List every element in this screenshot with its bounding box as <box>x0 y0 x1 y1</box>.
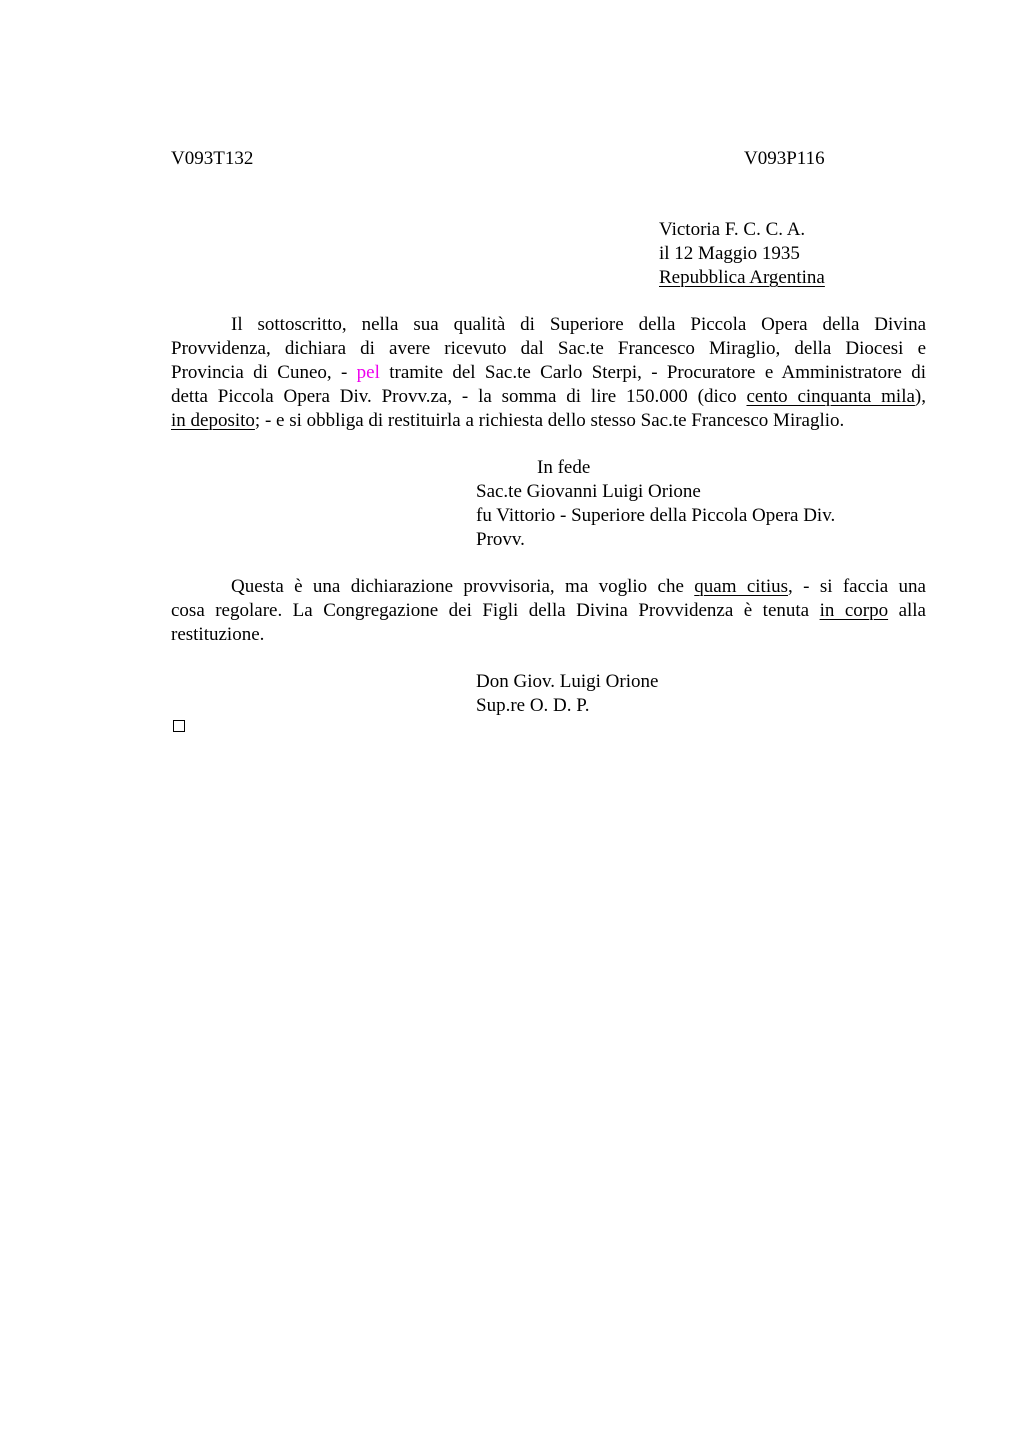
paragraph-text: alla <box>888 600 926 621</box>
highlighted-word: pel <box>356 362 380 383</box>
signature-line: Provv. <box>476 529 525 550</box>
paragraph-line <box>171 337 926 361</box>
postscript-paragraph <box>171 575 926 647</box>
paragraph-text: detta Piccola Opera Div. Provv.za, - la somma di lire 150.000 (dico <box>171 386 747 407</box>
empty-box-icon <box>173 720 185 732</box>
paragraph-line <box>171 575 926 599</box>
signature-name: Don Giov. Luigi Orione <box>476 671 659 692</box>
document-code-right: V093P116 <box>744 148 825 169</box>
paragraph-text: Questa è una dichiarazione provvisoria, ma voglio che <box>231 576 695 597</box>
paragraph-text: ; - e si obbliga di restituirla a richiesta dello stesso Sac.te Francesco Miraglio. <box>254 410 845 431</box>
signature-line: fu Vittorio - Superiore della Piccola Opera Div. <box>476 505 836 526</box>
paragraph-text: Provincia di Cuneo, - <box>171 362 357 383</box>
paragraph-line <box>171 313 926 337</box>
paragraph-line <box>171 385 926 409</box>
paragraph-line <box>171 361 926 385</box>
paragraph-text: Il sottoscritto, nella sua qualità di Superiore della Piccola Opera della Divina <box>231 314 926 335</box>
paragraph-text: restituzione. <box>171 624 265 645</box>
document-code-left: V093T132 <box>171 148 254 169</box>
paragraph-line <box>171 599 926 623</box>
paragraph-line <box>171 623 926 647</box>
signature-title: Sup.re O. D. P. <box>476 695 590 716</box>
paragraph-text: tramite del Sac.te Carlo Sterpi, - Procuratore e Amministratore di <box>379 362 926 383</box>
paragraph-text: ), <box>914 386 926 407</box>
declaration-paragraph <box>171 313 926 433</box>
in-fede: In fede <box>537 457 591 478</box>
paragraph-text: Provvidenza, dichiara di avere ricevuto dal Sac.te Francesco Miraglio, della Diocesi e <box>171 338 926 359</box>
dateline-place: Victoria F. C. C. A. <box>659 219 806 240</box>
dateline-country: Repubblica Argentina <box>659 267 825 288</box>
paragraph-text: , - si faccia una <box>788 576 926 597</box>
underlined-phrase: in corpo <box>819 600 889 621</box>
paragraph-text: cosa regolare. La Congregazione dei Figli della Divina Provvidenza è tenuta <box>171 600 820 621</box>
underlined-phrase: in deposito <box>171 410 255 431</box>
underlined-phrase: quam citius <box>694 576 789 597</box>
dateline-date: il 12 Maggio 1935 <box>659 243 800 264</box>
signature-name: Sac.te Giovanni Luigi Orione <box>476 481 701 502</box>
underlined-amount: cento cinquanta mila <box>746 386 915 407</box>
paragraph-line <box>171 409 926 433</box>
